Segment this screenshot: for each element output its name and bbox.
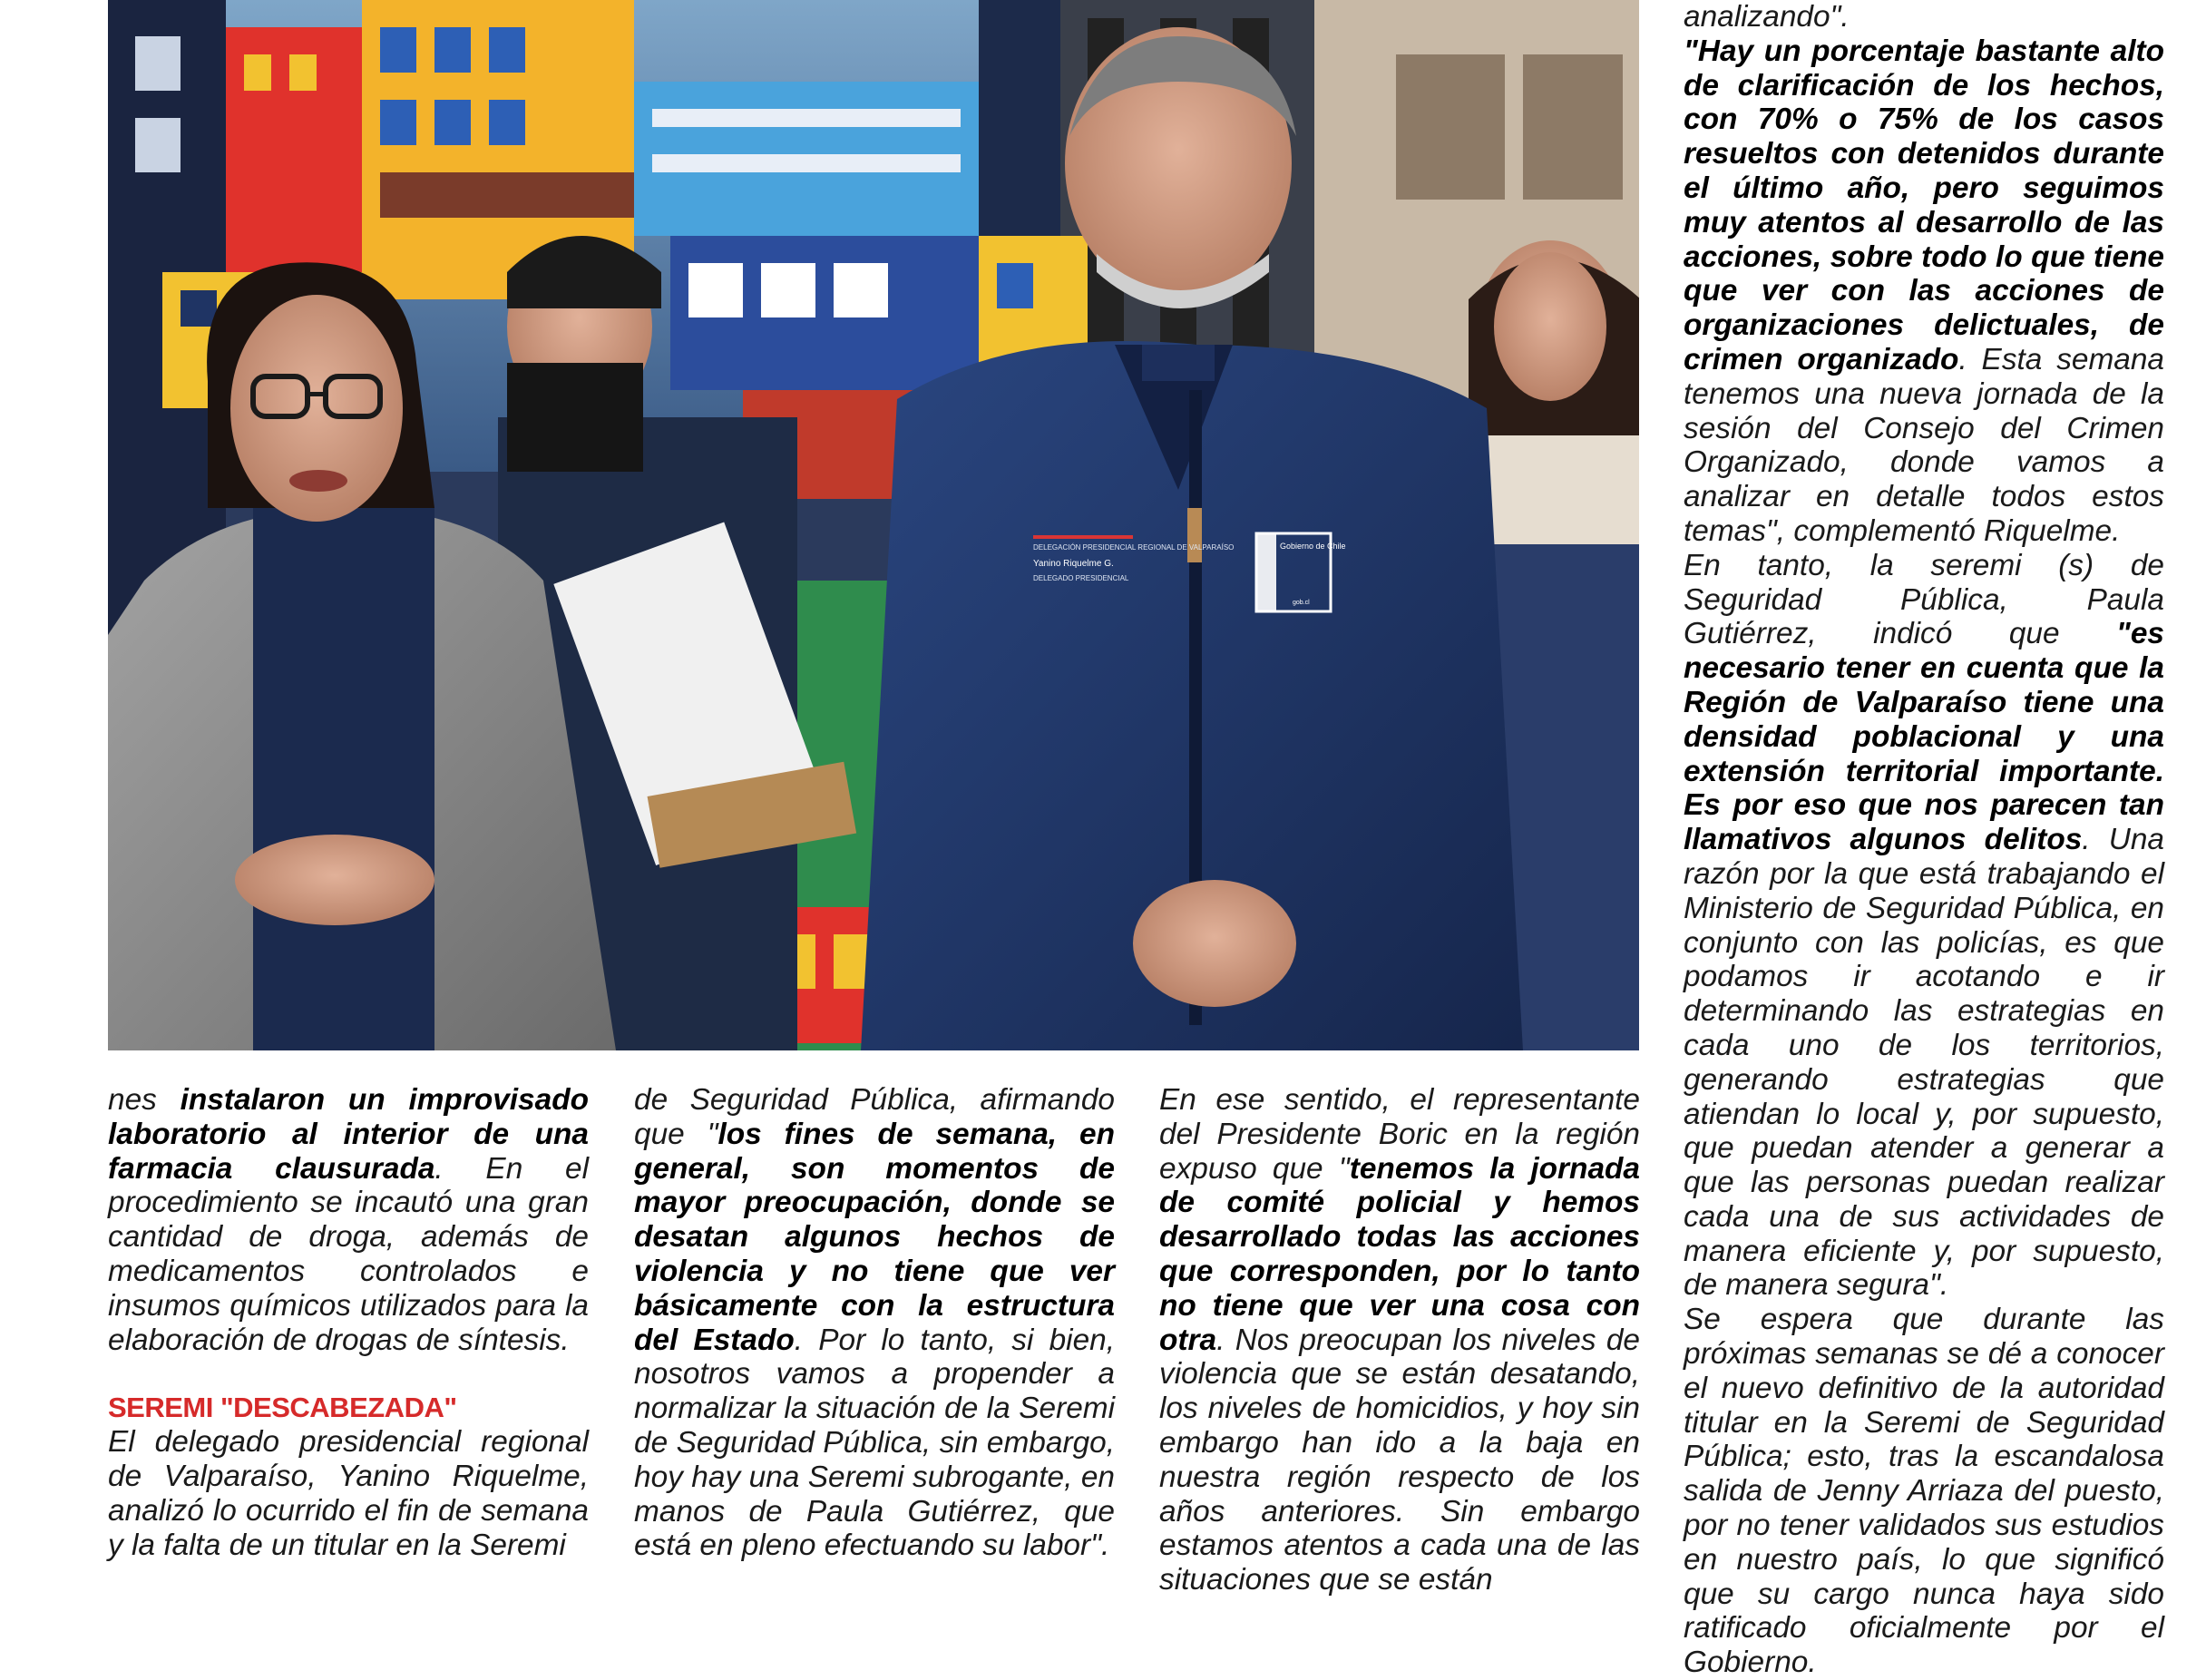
text-run: . Nos preocupan los niveles de violencia que se están desatando, los niveles de homicidios, y hoy sin embargo han ido a la baja en nuestra región respecto de los años anteriores. Sin embargo estamos atentos a cada una de las situaciones que se están <box>1159 1323 1640 1597</box>
paragraph <box>634 1083 1115 1563</box>
photo-illustration <box>108 0 1639 1050</box>
article-photo <box>108 0 1639 1050</box>
article-column-3 <box>1159 1083 1640 1597</box>
paragraph: analizando". <box>1684 0 1850 34</box>
text-run: En ese sentido, el representante del Presidente Boric en la región expuso que " <box>1159 1083 1640 1186</box>
paragraph <box>1684 549 2164 1304</box>
paragraph <box>1159 1083 1640 1597</box>
article-column-2 <box>634 1083 1115 1563</box>
text-run: nes <box>108 1083 181 1117</box>
text-run: . Una razón por la que está trabajando el Ministerio de Seguridad Pública, en conjunto con las policías, es que podamos ir acotando e ir determinando las estrategias en cada uno de los territorios, generando estrategias que atiendan lo local y, por supuesto, que puedan atender a generar a que las personas puedan realizar cada una de sus actividades de manera eficiente y, por supuesto, de manera segura". <box>1684 823 2165 1303</box>
article-column-1 <box>108 1083 589 1563</box>
paragraph: El delegado presidencial regional de Valparaíso, Yanino Riquelme, analizó lo ocurrido el fin de semana y la falta de un titular en la Seremi <box>108 1425 589 1562</box>
svg-text:DELEGACIÓN PRESIDENCIAL REGION: DELEGACIÓN PRESIDENCIAL REGIONAL DE VALPARAÍSO <box>1033 543 1235 552</box>
bold-quote: los fines de semana, en general, son momentos de mayor preocupación, donde se desatan algunos hechos de violencia y no tiene que ver básicamente con la estructura del Estado <box>634 1117 1115 1357</box>
text-run: . Esta semana tenemos una nueva jornada de la sesión del Consejo del Crimen Organizado, donde vamos a analizar en detalle todos estos temas", complementó Riquelme. <box>1684 342 2164 548</box>
text-run: de Seguridad Pública, afirmando que " <box>634 1083 1115 1151</box>
paragraph: Se espera que durante las próximas semanas se dé a conocer el nuevo definitivo de la autoridad titular en la Seremi de Seguridad Pública; esto, tras la escandalosa salida de Jenny Arriaza del puesto, por no tener validados sus estudios en nuestro país, lo que significó que su cargo nunca haya sido ratificado oficialmente por el Gobierno. <box>1684 1303 2164 1680</box>
paragraph <box>1684 34 2164 549</box>
paragraph <box>108 1083 589 1357</box>
svg-text:Gobierno de Chile: Gobierno de Chile <box>1280 542 1346 551</box>
bold-quote: tenemos la jornada de comité policial y hemos desarrollado todas las acciones que corresponden, por lo tanto no tiene que ver una cosa con otra <box>1159 1151 1640 1357</box>
bold-quote: instalaron un improvisado laboratorio al interior de una farmacia clausurada <box>108 1083 589 1186</box>
svg-text:Yanino Riquelme G.: Yanino Riquelme G. <box>1033 559 1114 569</box>
bold-quote: "Hay un porcentaje bastante alto de clarificación de los hechos, con 70% o 75% de los casos resueltos con detenidos durante el último año, pero seguimos muy atentos al desarrollo de las acciones, sobre todo lo que tiene que ver con las acciones de organizaciones delictuales, de crimen organizado <box>1684 34 2164 376</box>
svg-text:gob.cl: gob.cl <box>1293 600 1310 606</box>
svg-text:DELEGADO PRESIDENCIAL: DELEGADO PRESIDENCIAL <box>1033 574 1129 582</box>
section-subheading: SEREMI "DESCABEZADA" <box>108 1392 457 1424</box>
bold-quote: "es necesario tener en cuenta que la Región de Valparaíso tiene una densidad poblacional y una extensión territorial importante. Es por eso que nos parecen tan llamativos algunos delitos <box>1684 617 2164 857</box>
text-run: . En el procedimiento se incautó una gran cantidad de droga, además de medicamentos controlados e insumos químicos utilizados para la elaboración de drogas de síntesis. <box>108 1151 589 1357</box>
text-run: . Por lo tanto, si bien, nosotros vamos a propender a normalizar la situación de la Seremi de Seguridad Pública, sin embargo, hoy hay una Seremi subrogante, en manos de Paula Gutiérrez, que está en pleno efectuando su labor". <box>634 1323 1115 1563</box>
text-run: En tanto, la seremi (s) de Seguridad Pública, Paula Gutiérrez, indicó que <box>1684 548 2164 651</box>
article-column-4 <box>1684 0 2164 1680</box>
